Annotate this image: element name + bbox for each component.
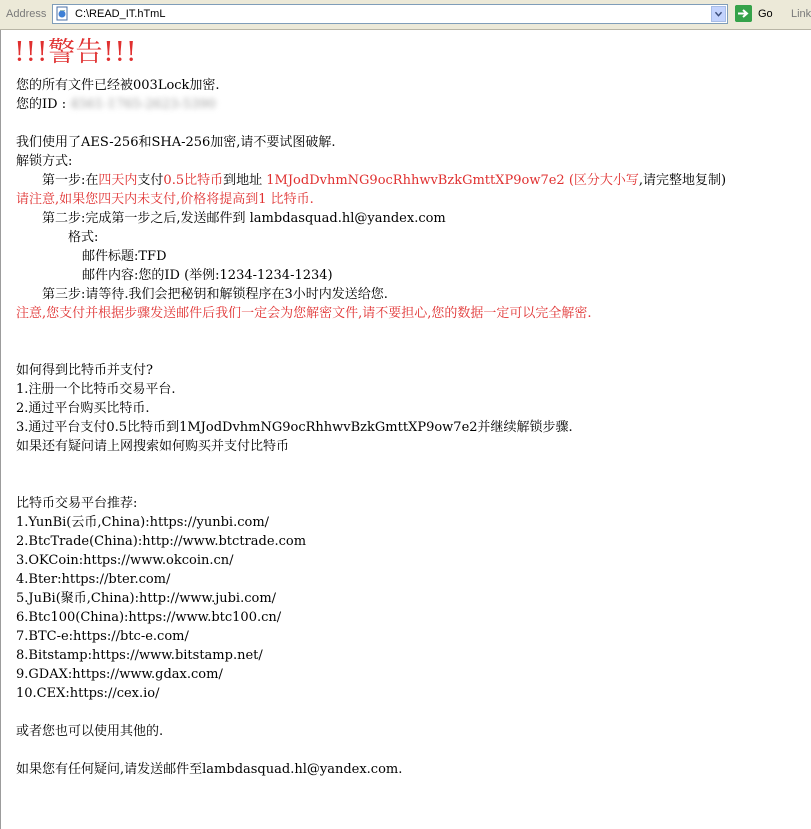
howto-heading: 如何得到比特币并支付? — [16, 363, 153, 378]
list-item: 3.通过平台支付0.5比特币到1MJodDvhmNG9ocRhhwvBzkGmttXP9ow7e2并继续解锁步骤. — [16, 420, 573, 435]
exchange-item: 1.YunBi(云币,China):https://yunbi.com/ — [16, 515, 270, 530]
exchange-item: 5.JuBi(聚币,China):http://www.jubi.com/ — [16, 591, 277, 606]
links-label[interactable]: Link — [791, 8, 811, 20]
exchange-item: 10.CEX:https://cex.io/ — [16, 686, 160, 701]
chevron-down-icon[interactable] — [711, 6, 726, 22]
address-input[interactable] — [52, 4, 728, 24]
list-item: 1.注册一个比特币交易平台. — [16, 382, 176, 397]
step1-suffix: ,请完整地复制) — [638, 173, 727, 188]
others-text: 或者您也可以使用其他的. — [16, 724, 164, 739]
step1-line — [16, 171, 811, 190]
exchange-item: 3.OKCoin:https://www.okcoin.cn/ — [16, 553, 234, 568]
exchange-item: 7.BTC-e:https://btc-e.com/ — [16, 629, 189, 644]
exchange-item: 2.BtcTrade(China):http://www.btctrade.com — [16, 534, 307, 549]
contact-text: 如果您有任何疑问,请发送邮件至lambdasquad.hl@yandex.com. — [16, 762, 403, 777]
format-label: 格式: — [68, 230, 99, 245]
address-bar — [0, 0, 811, 30]
algo-text: 我们使用了AES-256和SHA-256加密,请不要试图破解. — [16, 135, 336, 150]
page-icon — [55, 6, 70, 22]
ransom-note — [16, 38, 811, 779]
assurance-text: 注意,您支付并根据步骤发送邮件后我们一定会为您解密文件,请不要担心,您的数据一定可以完全解密. — [16, 306, 592, 321]
exchange-item: 4.Bter:https://bter.com/ — [16, 572, 171, 587]
step1-time: 四天内 — [98, 173, 138, 188]
email-body: 邮件内容:您的ID (举例:1234-1234-1234) — [82, 268, 333, 283]
list-item: 如果还有疑问请上网搜索如何购买并支付比特币 — [16, 439, 290, 454]
intro-text: 您的所有文件已经被003Lock加密. — [16, 78, 220, 93]
email-subject: 邮件标题:TFD — [82, 249, 167, 264]
id-line — [16, 95, 811, 114]
exchange-item: 8.Bitstamp:https://www.bitstamp.net/ — [16, 648, 263, 663]
id-label: 您的ID : — [16, 97, 71, 112]
list-item: 2.通过平台购买比特币. — [16, 401, 150, 416]
go-label: Go — [758, 8, 773, 20]
step1-amount: 0.5比特币 — [163, 173, 224, 188]
howto-list — [16, 380, 811, 456]
step2-line: 第二步:完成第一步之后,发送邮件到 lambdasquad.hl@yandex.com — [42, 211, 446, 226]
go-arrow-icon — [735, 5, 752, 22]
step1-prefix: 第一步:在 — [42, 173, 99, 188]
price-warning: 请注意,如果您四天内未支付,价格将提高到1 比特币. — [16, 192, 314, 207]
step3-line: 第三步:请等待.我们会把秘钥和解锁程序在3小时内发送给您. — [42, 287, 388, 302]
exchange-item: 6.Btc100(China):https://www.btc100.cn/ — [16, 610, 282, 625]
warning-title: !!!警告!!! — [14, 37, 138, 68]
exchanges-heading: 比特币交易平台推荐: — [16, 496, 138, 511]
exchange-item: 9.GDAX:https://www.gdax.com/ — [16, 667, 223, 682]
address-value: C:\READ_IT.hTmL — [75, 8, 166, 20]
step1-to: 到地址 — [223, 173, 267, 188]
unlock-heading: 解锁方式: — [16, 154, 73, 169]
page-viewport — [0, 30, 811, 829]
address-label: Address — [6, 8, 47, 20]
exchanges-list — [16, 513, 811, 703]
go-button[interactable] — [733, 4, 779, 24]
step1-address: 1MJodDvhmNG9ocRhhwvBzkGmttXP9ow7e2 (区分大小写 — [266, 173, 639, 188]
step1-pay: 支付 — [137, 173, 164, 188]
id-value: 4561-1765-2623-5390 — [70, 97, 216, 112]
